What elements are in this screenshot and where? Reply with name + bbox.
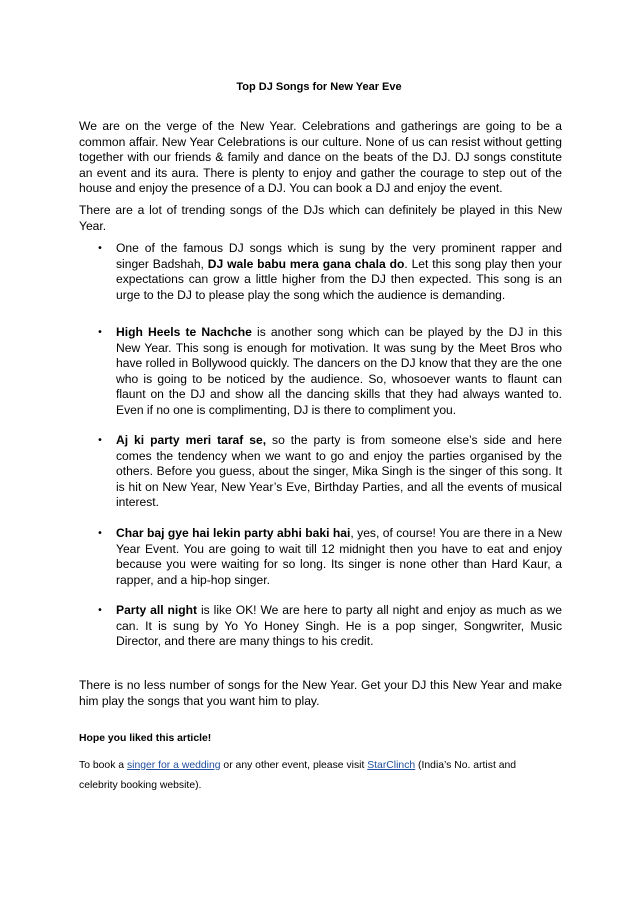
bullet-icon: •: [97, 528, 103, 539]
closing-paragraph: There is no less number of songs for the New Year. Get your DJ this New Year and make him play the songs that you want him to play.: [79, 678, 562, 708]
bullet-icon: •: [97, 327, 103, 338]
song-description: One of the famous DJ songs which is sung by the very prominent rapper and singer Badshah, DJ wale babu mera gana chala do. Let this song play then your expectations can grow a little higher from the DJ then expected. This song is an urge to the DJ to please play the song which the audience is demanding.: [116, 241, 562, 302]
song-title: DJ wale babu mera gana chala do: [207, 256, 405, 271]
song-title: Char baj gye hai lekin party abhi baki hai: [116, 526, 351, 540]
singer-for-wedding-link[interactable]: singer for a wedding: [126, 760, 221, 771]
song-title: Aj ki party meri taraf se,: [116, 433, 267, 447]
song-description: High Heels te Nachche is another song which can be played by the DJ in this New Year. This song is enough for motivation. It was sung by the Meet Bros who have rolled in Bollywood quickly. The dancers on the DJ know that they are the one who is going to be noticed by the audience. So, whosoever wants to flaunt can flaunt on the DJ and show all the dancing skills that they had always wanted to. Even if no one is complimenting, DJ is there to compliment you.: [116, 325, 562, 417]
song-description: Aj ki party meri taraf se, so the party is from someone else’s side and here comes the tendency when we want to go and enjoy the parties organised by the others. Before you guess, about the singer, Mika Singh is the singer of this song. It is hit on New Year, New Year’s Eve, Birthday Parties, and all the events of musical interest.: [116, 433, 562, 510]
bullet-icon: •: [97, 435, 103, 446]
song-title: High Heels te Nachche: [116, 325, 252, 339]
song-description: Char baj gye hai lekin party abhi baki hai, yes, of course! You are there in a New Year Event. You are going to wait till 12 midnight then you have to eat and enjoy because you were waiting for so long. Its singer is none other than Hard Kaur, a rapper, and a hip-hop singer.: [116, 526, 563, 587]
page-title: Top DJ Songs for New Year Eve: [236, 81, 402, 93]
bullet-icon: •: [97, 243, 103, 254]
song-description: Party all night is like OK! We are here to party all night and enjoy as much as we can. It is sung by Yo Yo Honey Singh. He is a pop singer, Songwriter, Music Director, and there are many things to his credit.: [116, 603, 562, 649]
hope-line: Hope you liked this article!: [79, 733, 212, 744]
booking-paragraph: To book a singer for a wedding or any other event, please visit StarClinch (India’s No. artist and celebrity booking website).: [79, 760, 517, 791]
intro-paragraph: We are on the verge of the New Year. Celebrations and gatherings are going to be a common affair. New Year Celebrations is our culture. None of us can resist without getting together with our friends & family and dance on the beats of the DJ. DJ songs constitute an event and its aura. There is plenty to enjoy and gather the courage to step out of the house and enjoy the presence of a DJ. You can book a DJ and enjoy the event.: [79, 119, 562, 196]
song-title: Party all night: [116, 603, 198, 617]
bullet-icon: •: [97, 605, 103, 616]
lead-paragraph: There are a lot of trending songs of the DJs which can definitely be played in this New Year.: [79, 203, 562, 233]
starclinch-link[interactable]: StarClinch: [367, 760, 416, 771]
